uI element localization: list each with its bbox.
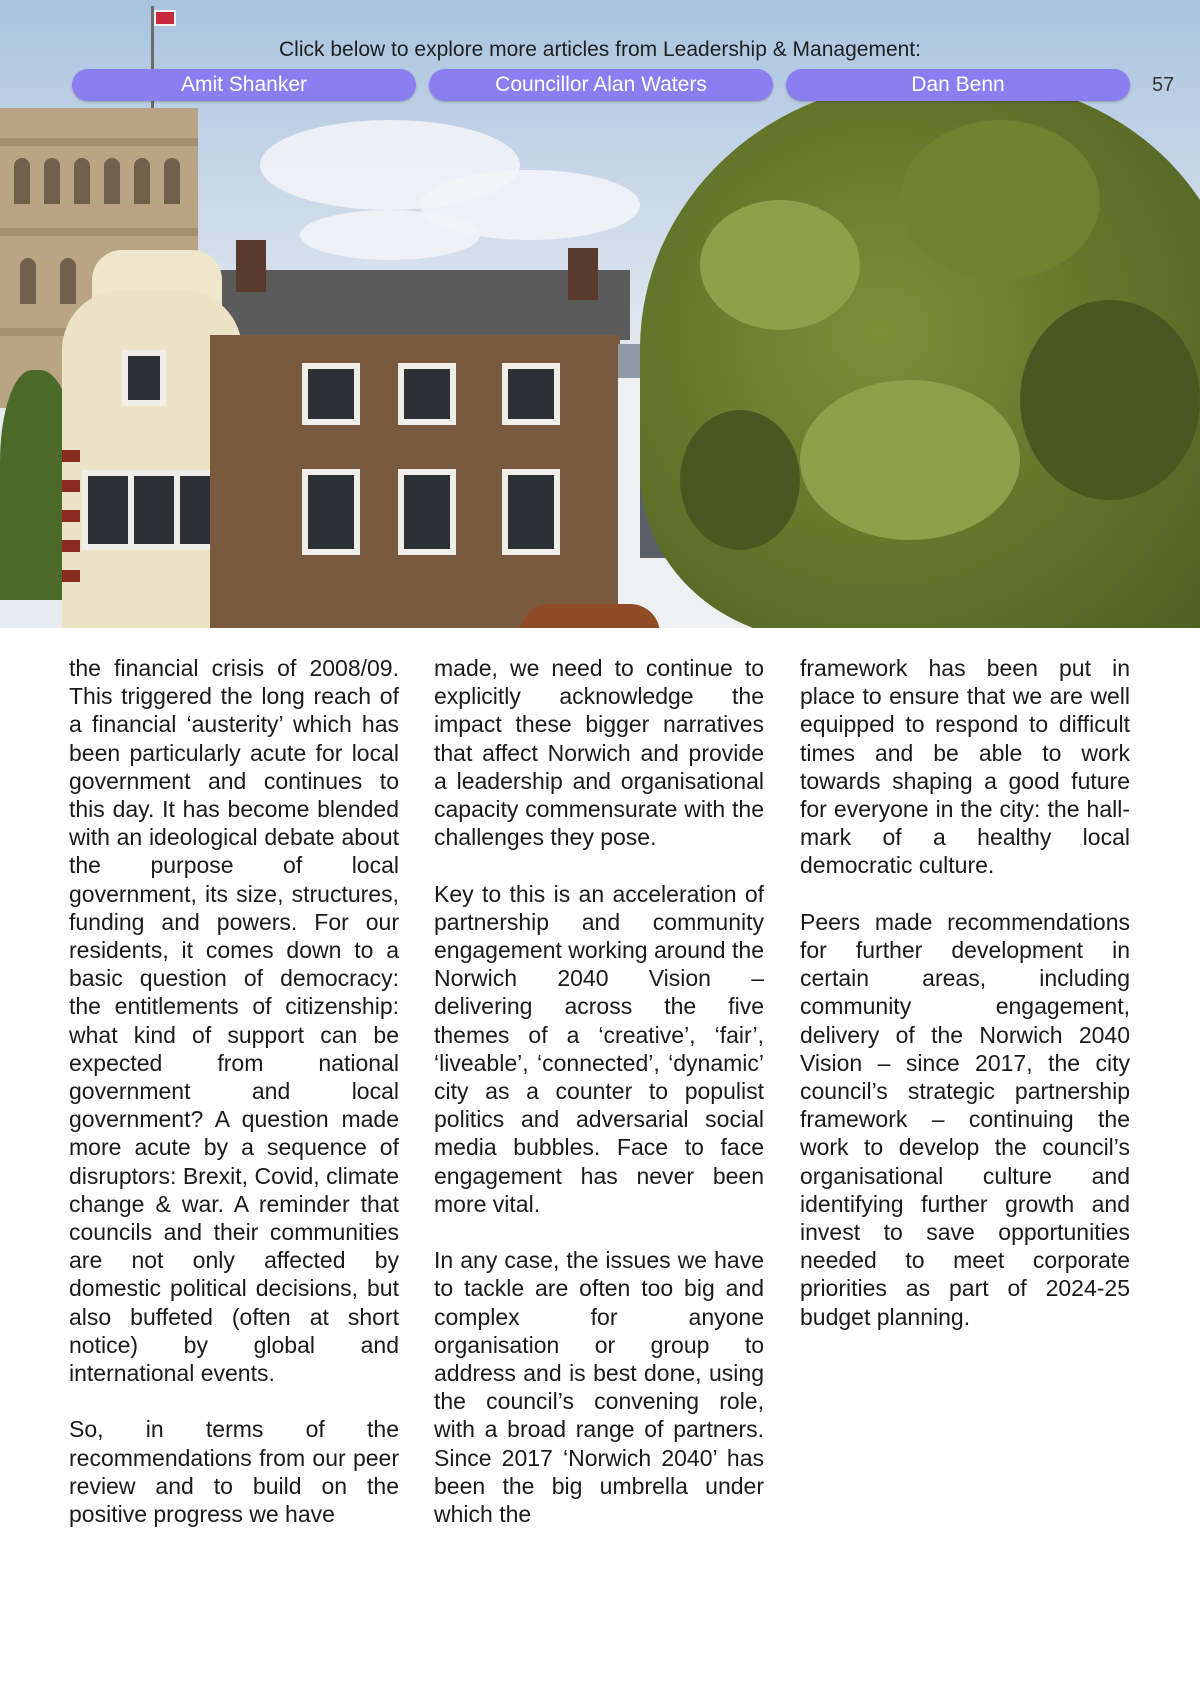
paragraph: In any case, the issues we have to tackle are often too big and complex for anyone organisation or group to address and is best done, using the council’s convening role, with a broad range of partners. Since 2017 ‘Norwich 2040’ has been the big umbrella under which the bbox=[434, 1247, 764, 1528]
chimney bbox=[568, 248, 598, 300]
brick-house bbox=[210, 335, 620, 628]
paragraph: framework has been put in place to ensure that we are well equipped to respond to difficult times and be able to work towards shaping a good future for everyone in the city: the hall-mark of a healthy local democratic culture. bbox=[800, 655, 1130, 879]
link-amit-shanker[interactable]: Amit Shanker bbox=[72, 69, 416, 101]
paragraph: Key to this is an acceleration of partnership and community engagement working around the Norwich 2040 Vision – delivering across the five themes of a ‘creative’, ‘fair’, ‘liveable’, ‘connected’, ‘dynamic’ city as a counter to populist politics and adversarial social media bubbles. Face to face engagement has never been more vital. bbox=[434, 880, 764, 1217]
link-dan-benn[interactable]: Dan Benn bbox=[786, 69, 1130, 101]
explore-label: Click below to explore more articles from Leadership & Management: bbox=[279, 38, 921, 61]
tree bbox=[640, 80, 1200, 628]
text-column-2 bbox=[434, 654, 764, 1556]
paragraph: made, we need to continue to explicitly acknowledge the impact these bigger narratives that affect Norwich and provide a leadership and organisational capacity commensurate with the challenges they pose. bbox=[434, 655, 764, 851]
page-number: 57 bbox=[1152, 74, 1175, 96]
lamp-post-top bbox=[520, 604, 660, 628]
text-column-3 bbox=[800, 654, 1130, 1359]
paragraph: Peers made recommendations for further development in certain areas, including community engagement, delivery of the Norwich 2040 Vision – since 2017, the city council’s strategic partnership framework – continuing the work to develop the council’s organisational culture and identifying further growth and invest to save opportunities needed to meet corporate priorities as part of 2024-25 budget planning. bbox=[800, 908, 1130, 1330]
paragraph: So, in terms of the recommendations from our peer review and to build on the positive progress we have bbox=[69, 1416, 399, 1528]
cloud bbox=[300, 210, 480, 260]
text-column-1 bbox=[69, 654, 399, 1556]
chimney bbox=[236, 240, 266, 292]
union-flag-icon bbox=[154, 10, 176, 26]
link-councillor-alan-waters[interactable]: Councillor Alan Waters bbox=[429, 69, 773, 101]
paragraph: the financial crisis of 2008/09. This triggered the long reach of a financial ‘austerity’ which has been particularly acute for local government and continues to this day. It has become blended with an ideological debate about the purpose of local government, its size, structures, funding and powers. For our residents, it comes down to a basic question of democracy: the entitlements of citizenship: what kind of support can be expected from national government and local government? A question made more acute by a sequence of disruptors: Brexit, Covid, climate change & war. A reminder that councils and their communities are not only affected by domestic political decisions, but also buffeted (often at short notice) by global and international events. bbox=[69, 655, 399, 1387]
